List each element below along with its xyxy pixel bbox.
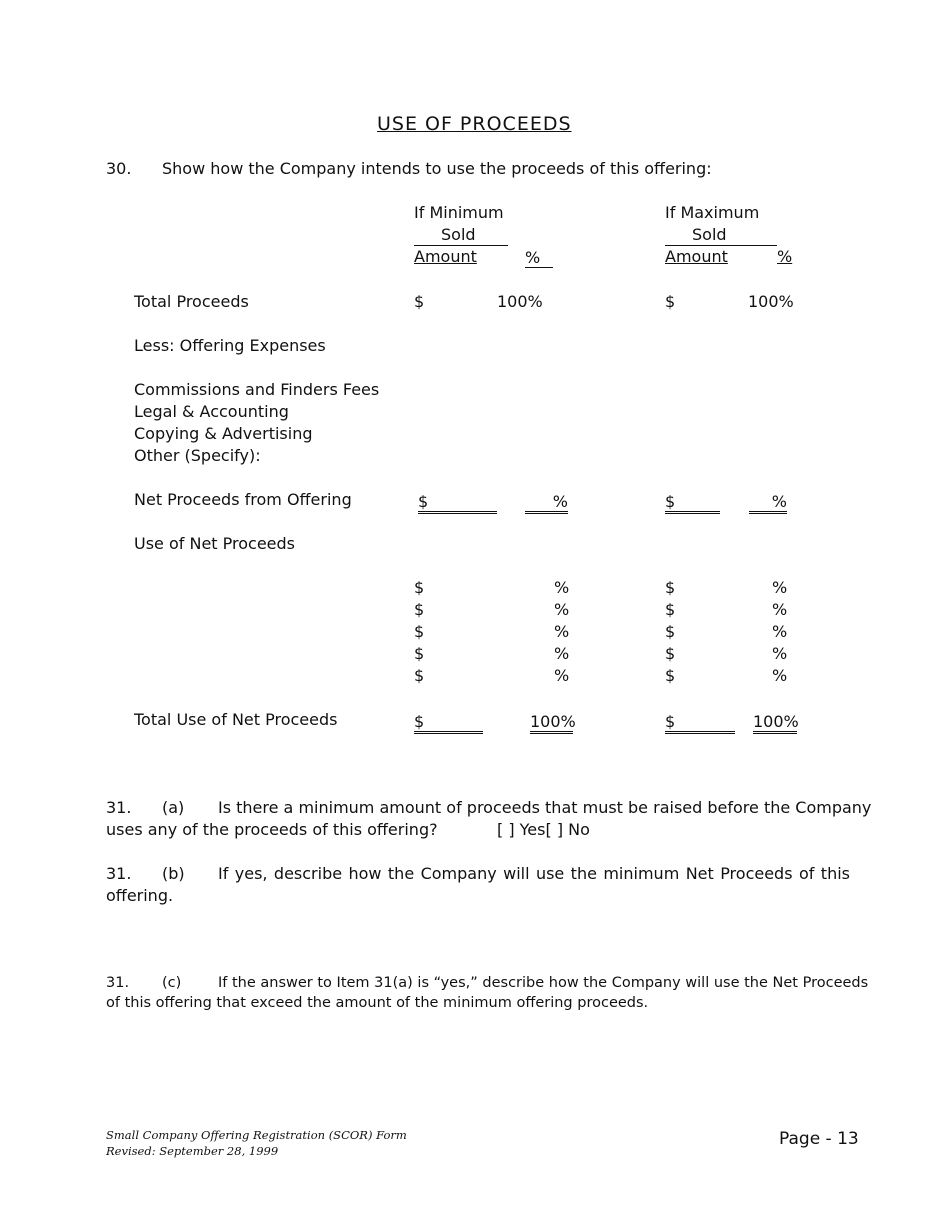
row-legal: Legal & Accounting bbox=[134, 402, 289, 421]
min-percent: % bbox=[554, 622, 570, 641]
q31b-line2: offering. bbox=[106, 886, 174, 905]
max-header-line2: Sold bbox=[692, 225, 727, 244]
row-other: Other (Specify): bbox=[134, 446, 261, 465]
min-amount-header: Amount bbox=[414, 247, 477, 266]
q31c-line1: If the answer to Item 31(a) is “yes,” describe how the Company will use the Net Proceeds bbox=[218, 975, 869, 991]
min-dollar: $ bbox=[414, 713, 483, 734]
q31a-line2: uses any of the proceeds of this offering? bbox=[106, 820, 438, 839]
row-commissions: Commissions and Finders Fees bbox=[134, 380, 380, 399]
max-dollar: $ bbox=[665, 600, 676, 619]
q31b-number: 31. bbox=[106, 864, 132, 883]
min-dollar: $ bbox=[414, 666, 425, 685]
min-percent: % bbox=[554, 644, 570, 663]
max-dollar: $ bbox=[665, 644, 676, 663]
max-percent: % bbox=[772, 622, 788, 641]
min-percent: 100% bbox=[530, 713, 573, 734]
max-percent-header: % bbox=[777, 247, 793, 266]
max-percent: % bbox=[772, 666, 788, 685]
q31a-line1: Is there a minimum amount of proceeds that must be raised before the Company bbox=[218, 798, 872, 817]
min-dollar: $ bbox=[414, 644, 425, 663]
q31c-number: 31. bbox=[106, 975, 130, 991]
max-percent: % bbox=[749, 493, 787, 514]
max-percent: % bbox=[772, 644, 788, 663]
q30-text: Show how the Company intends to use the proceeds of this offering: bbox=[162, 159, 712, 178]
max-header-line1: If Maximum bbox=[665, 203, 760, 222]
min-dollar: $ bbox=[414, 622, 425, 641]
footer-revised-date: Revised: September 28, 1999 bbox=[106, 1144, 279, 1158]
min-percent: % bbox=[554, 600, 570, 619]
q30-number: 30. bbox=[106, 159, 132, 178]
min-dollar: $ bbox=[414, 600, 425, 619]
row-net-proceeds: Net Proceeds from Offering bbox=[134, 490, 352, 509]
max-percent: % bbox=[772, 600, 788, 619]
max-dollar: $ bbox=[665, 666, 676, 685]
q31a-letter: (a) bbox=[162, 798, 185, 817]
min-percent: % bbox=[525, 493, 568, 514]
max-dollar: $ bbox=[665, 493, 720, 514]
min-percent: % bbox=[554, 578, 570, 597]
q31b-letter: (b) bbox=[162, 864, 185, 883]
max-percent: 100% bbox=[753, 713, 797, 734]
min-dollar: $ bbox=[414, 292, 425, 311]
row-copying: Copying & Advertising bbox=[134, 424, 313, 443]
footer-form-name: Small Company Offering Registration (SCOR) Form bbox=[106, 1128, 407, 1142]
q31a-yes-no-checkboxes[interactable]: [ ] Yes[ ] No bbox=[497, 820, 590, 839]
row-less-offering-expenses: Less: Offering Expenses bbox=[134, 336, 326, 355]
min-percent-header: % bbox=[525, 246, 553, 268]
min-percent: % bbox=[554, 666, 570, 685]
max-dollar: $ bbox=[665, 292, 676, 311]
max-dollar: $ bbox=[665, 578, 676, 597]
min-dollar: $ bbox=[414, 578, 425, 597]
page-title: USE OF PROCEEDS bbox=[377, 113, 572, 135]
q31c-letter: (c) bbox=[162, 975, 182, 991]
min-header-line1: If Minimum bbox=[414, 203, 504, 222]
max-dollar: $ bbox=[665, 713, 735, 734]
max-percent: 100% bbox=[748, 292, 794, 311]
q31c-line2: of this offering that exceed the amount of the minimum offering proceeds. bbox=[106, 995, 649, 1011]
max-amount-header: Amount bbox=[665, 247, 728, 266]
row-use-of-net: Use of Net Proceeds bbox=[134, 534, 296, 553]
max-dollar: $ bbox=[665, 622, 676, 641]
page-number: Page - 13 bbox=[779, 1129, 859, 1149]
row-total-use: Total Use of Net Proceeds bbox=[134, 710, 338, 729]
q31b-line1: If yes, describe how the Company will use the minimum Net Proceeds of this bbox=[218, 864, 850, 883]
min-header-line2: Sold bbox=[441, 225, 476, 244]
min-percent: 100% bbox=[497, 292, 543, 311]
q31a-number: 31. bbox=[106, 798, 132, 817]
row-total-proceeds: Total Proceeds bbox=[134, 292, 249, 311]
max-percent: % bbox=[772, 578, 788, 597]
min-dollar: $ bbox=[418, 493, 497, 514]
